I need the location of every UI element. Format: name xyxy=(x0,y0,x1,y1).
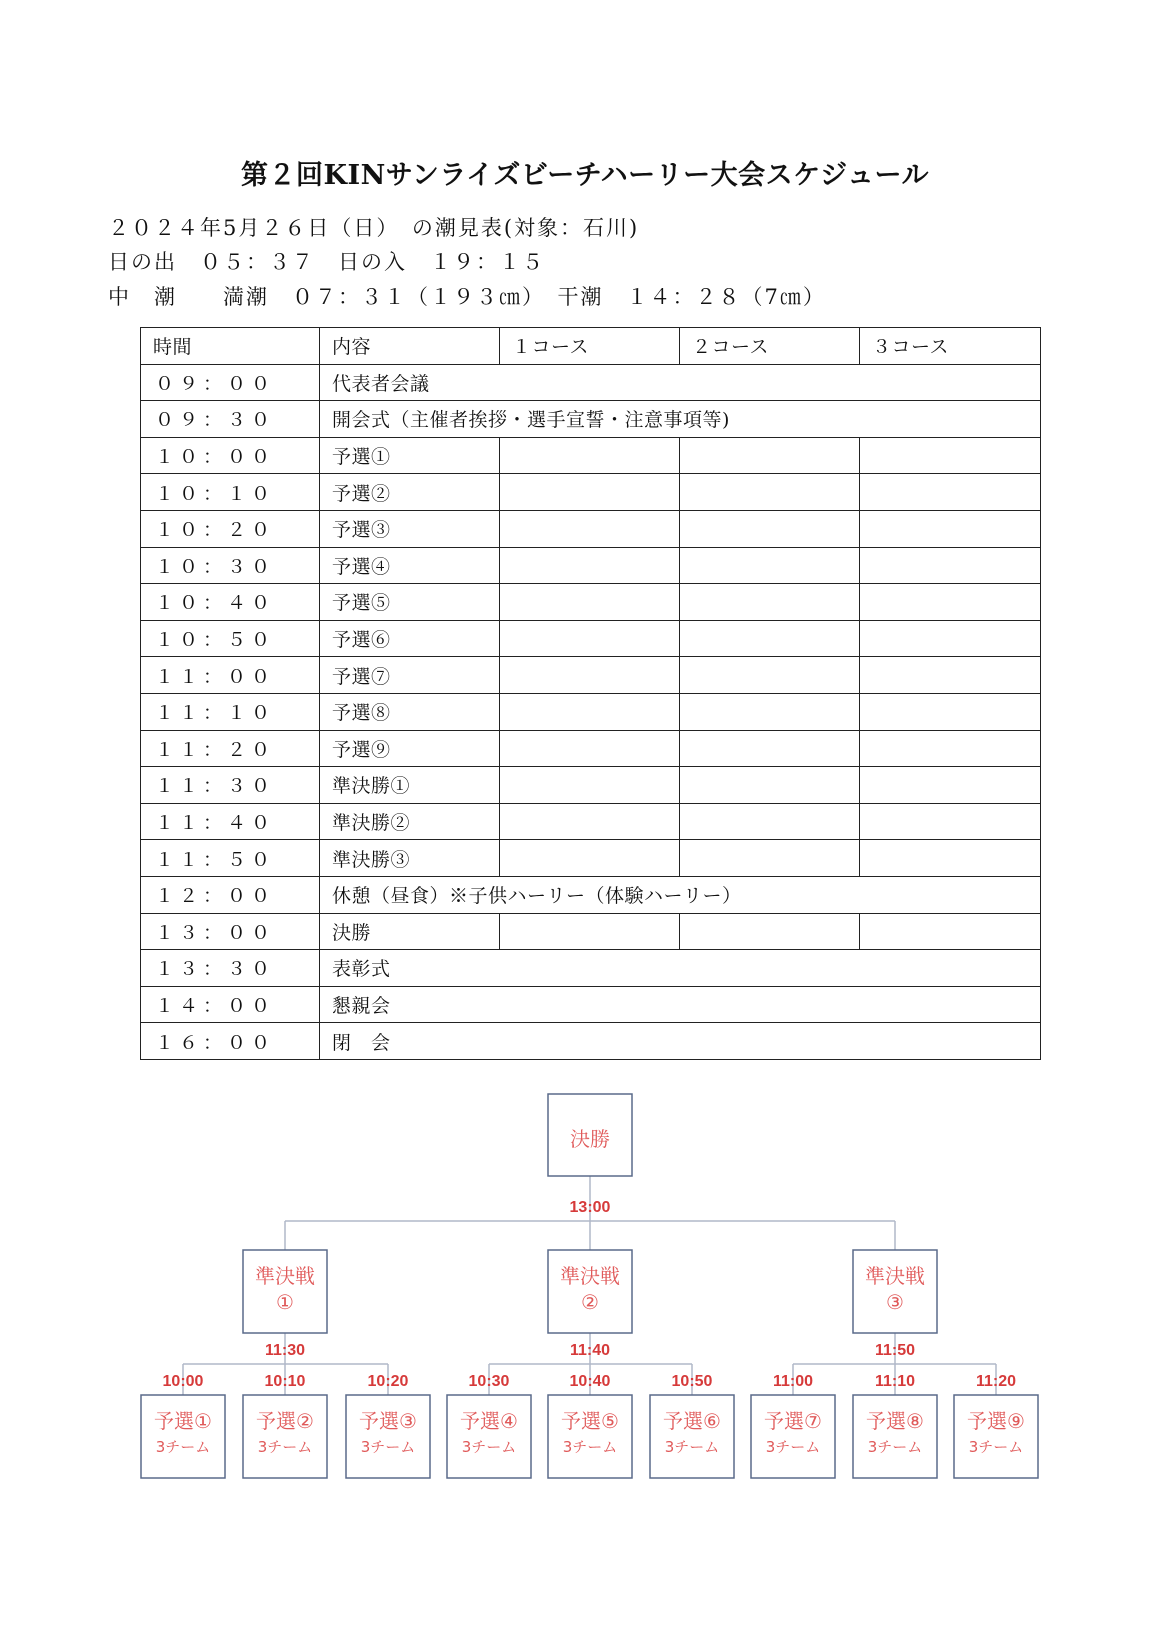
semi-label: 準決戦 xyxy=(560,1264,620,1288)
course-2-cell xyxy=(680,767,860,804)
table-row xyxy=(141,876,1041,913)
prelim-label: 予選⑨ xyxy=(967,1409,1025,1433)
course-2-cell xyxy=(680,474,860,511)
row-content: 代表者会議 xyxy=(320,364,1041,401)
table-row xyxy=(141,547,1041,584)
header-course-1: １コース xyxy=(500,328,680,365)
prelim-box xyxy=(243,1395,327,1478)
prelim-time: 11:00 xyxy=(772,1373,814,1390)
prelim-teams: 3チーム xyxy=(867,1438,923,1456)
table-header-row xyxy=(141,328,1041,365)
row-time: １０：１０ xyxy=(141,474,320,511)
prelim-time: 11:10 xyxy=(874,1373,916,1390)
header-course-3: ３コース xyxy=(860,328,1041,365)
course-1-cell xyxy=(500,840,680,877)
table-row xyxy=(141,401,1041,438)
table-row xyxy=(141,693,1041,730)
table-row xyxy=(141,840,1041,877)
prelim-label: 予選③ xyxy=(359,1409,417,1433)
prelim-teams: 3チーム xyxy=(155,1438,211,1456)
course-1-cell xyxy=(500,693,680,730)
semi-number: ① xyxy=(276,1290,294,1314)
prelim-box xyxy=(650,1395,734,1478)
course-2-cell xyxy=(680,693,860,730)
row-time: １０：５０ xyxy=(141,620,320,657)
course-3-cell xyxy=(860,620,1041,657)
row-content: 予選② xyxy=(320,474,500,511)
row-content: 閉 会 xyxy=(320,1023,1041,1060)
row-time: １３：００ xyxy=(141,913,320,950)
table-row xyxy=(141,730,1041,767)
prelim-box xyxy=(751,1395,835,1478)
tide-times-line: 中 潮 満潮 ０７：３１（１９３㎝） 干潮 １４：２８（7㎝） xyxy=(108,285,826,309)
row-content: 予選⑥ xyxy=(320,620,500,657)
prelim-label: 予選⑧ xyxy=(866,1409,924,1433)
row-time: １０：２０ xyxy=(141,510,320,547)
header-time: 時間 xyxy=(141,328,320,365)
course-1-cell xyxy=(500,913,680,950)
course-3-cell xyxy=(860,474,1041,511)
row-time: １１：３０ xyxy=(141,767,320,804)
table-row xyxy=(141,803,1041,840)
schedule-table xyxy=(140,327,1041,1060)
table-row xyxy=(141,950,1041,987)
row-content: 予選⑦ xyxy=(320,657,500,694)
course-1-cell xyxy=(500,547,680,584)
table-row xyxy=(141,986,1041,1023)
prelim-time: 10:20 xyxy=(367,1373,409,1390)
schedule-body xyxy=(141,364,1041,1059)
row-time: １１：２０ xyxy=(141,730,320,767)
table-row xyxy=(141,913,1041,950)
final-time: 13:00 xyxy=(569,1199,611,1216)
course-3-cell xyxy=(860,584,1041,621)
semi-time: 11:50 xyxy=(874,1342,916,1359)
row-content: 開会式（主催者挨拶・選手宣誓・注意事項等) xyxy=(320,401,1041,438)
row-time: １２：００ xyxy=(141,876,320,913)
prelim-teams: 3チーム xyxy=(257,1438,313,1456)
row-content: 予選⑤ xyxy=(320,584,500,621)
prelim-time: 10:50 xyxy=(671,1373,713,1390)
prelim-box xyxy=(853,1395,937,1478)
row-time: １０：３０ xyxy=(141,547,320,584)
prelim-box xyxy=(954,1395,1038,1478)
semi-number: ③ xyxy=(886,1290,904,1314)
course-3-cell xyxy=(860,803,1041,840)
course-3-cell xyxy=(860,547,1041,584)
row-time: １１：１０ xyxy=(141,693,320,730)
row-content: 準決勝③ xyxy=(320,840,500,877)
row-content: 準決勝① xyxy=(320,767,500,804)
table-row xyxy=(141,1023,1041,1060)
row-time: １１：４０ xyxy=(141,803,320,840)
header-content: 内容 xyxy=(320,328,500,365)
course-3-cell xyxy=(860,840,1041,877)
table-row xyxy=(141,767,1041,804)
course-2-cell xyxy=(680,657,860,694)
prelim-label: 予選④ xyxy=(460,1409,518,1433)
final-label: 決勝 xyxy=(570,1127,610,1151)
table-row xyxy=(141,474,1041,511)
semi-time: 11:30 xyxy=(264,1342,306,1359)
row-time: １３：３０ xyxy=(141,950,320,987)
course-2-cell xyxy=(680,437,860,474)
row-time: １０：４０ xyxy=(141,584,320,621)
course-2-cell xyxy=(680,547,860,584)
prelim-label: 予選⑥ xyxy=(663,1409,721,1433)
prelim-time: 10:40 xyxy=(569,1373,611,1390)
course-2-cell xyxy=(680,510,860,547)
prelim-teams: 3チーム xyxy=(968,1438,1024,1456)
course-1-cell xyxy=(500,510,680,547)
semi-number: ② xyxy=(581,1290,599,1314)
sunrise-sunset-line: 日の出 ０５：３７ 日の入 １９：１５ xyxy=(108,250,545,274)
course-3-cell xyxy=(860,767,1041,804)
tide-date-line: ２０２４年5月２６日（日） の潮見表(対象：石川) xyxy=(108,216,640,240)
prelim-label: 予選⑦ xyxy=(764,1409,822,1433)
prelim-teams: 3チーム xyxy=(765,1438,821,1456)
row-content: 予選③ xyxy=(320,510,500,547)
row-content: 決勝 xyxy=(320,913,500,950)
course-2-cell xyxy=(680,840,860,877)
course-1-cell xyxy=(500,767,680,804)
table-row xyxy=(141,510,1041,547)
tournament-bracket xyxy=(0,1090,1170,1510)
prelim-label: 予選⑤ xyxy=(561,1409,619,1433)
course-1-cell xyxy=(500,474,680,511)
prelim-label: 予選① xyxy=(154,1409,212,1433)
semi-label: 準決戦 xyxy=(255,1264,315,1288)
course-3-cell xyxy=(860,693,1041,730)
row-time: １４：００ xyxy=(141,986,320,1023)
course-1-cell xyxy=(500,730,680,767)
row-time: ０９：００ xyxy=(141,364,320,401)
prelim-box xyxy=(346,1395,430,1478)
prelim-teams: 3チーム xyxy=(664,1438,720,1456)
table-row xyxy=(141,584,1041,621)
prelim-time: 11:20 xyxy=(975,1373,1017,1390)
table-row xyxy=(141,620,1041,657)
header-course-2: ２コース xyxy=(680,328,860,365)
table-row xyxy=(141,364,1041,401)
row-time: １１：００ xyxy=(141,657,320,694)
course-1-cell xyxy=(500,437,680,474)
row-content: 準決勝② xyxy=(320,803,500,840)
row-content: 予選① xyxy=(320,437,500,474)
table-row xyxy=(141,657,1041,694)
row-time: １６：００ xyxy=(141,1023,320,1060)
course-2-cell xyxy=(680,803,860,840)
course-3-cell xyxy=(860,913,1041,950)
row-time: １１：５０ xyxy=(141,840,320,877)
course-2-cell xyxy=(680,913,860,950)
course-1-cell xyxy=(500,584,680,621)
prelim-box xyxy=(141,1395,225,1478)
page-title: 第２回KINサンライズビーチハーリー大会スケジュール xyxy=(240,160,930,191)
course-2-cell xyxy=(680,730,860,767)
course-1-cell xyxy=(500,657,680,694)
prelim-box xyxy=(548,1395,632,1478)
prelim-time: 10:00 xyxy=(162,1373,204,1390)
prelim-teams: 3チーム xyxy=(461,1438,517,1456)
prelim-teams: 3チーム xyxy=(360,1438,416,1456)
table-row xyxy=(141,437,1041,474)
prelim-time: 10:30 xyxy=(468,1373,510,1390)
row-content: 予選⑧ xyxy=(320,693,500,730)
row-time: １０：００ xyxy=(141,437,320,474)
course-3-cell xyxy=(860,437,1041,474)
semi-time: 11:40 xyxy=(569,1342,611,1359)
row-content: 予選⑨ xyxy=(320,730,500,767)
course-3-cell xyxy=(860,510,1041,547)
prelim-teams: 3チーム xyxy=(562,1438,618,1456)
prelim-label: 予選② xyxy=(256,1409,314,1433)
row-content: 休憩（昼食）※子供ハーリー（体験ハーリー） xyxy=(320,876,1041,913)
semi-label: 準決戦 xyxy=(865,1264,925,1288)
prelim-time: 10:10 xyxy=(264,1373,306,1390)
prelim-box xyxy=(447,1395,531,1478)
row-time: ０９：３０ xyxy=(141,401,320,438)
course-1-cell xyxy=(500,803,680,840)
course-1-cell xyxy=(500,620,680,657)
row-content: 表彰式 xyxy=(320,950,1041,987)
row-content: 予選④ xyxy=(320,547,500,584)
course-3-cell xyxy=(860,657,1041,694)
course-2-cell xyxy=(680,584,860,621)
course-3-cell xyxy=(860,730,1041,767)
row-content: 懇親会 xyxy=(320,986,1041,1023)
course-2-cell xyxy=(680,620,860,657)
